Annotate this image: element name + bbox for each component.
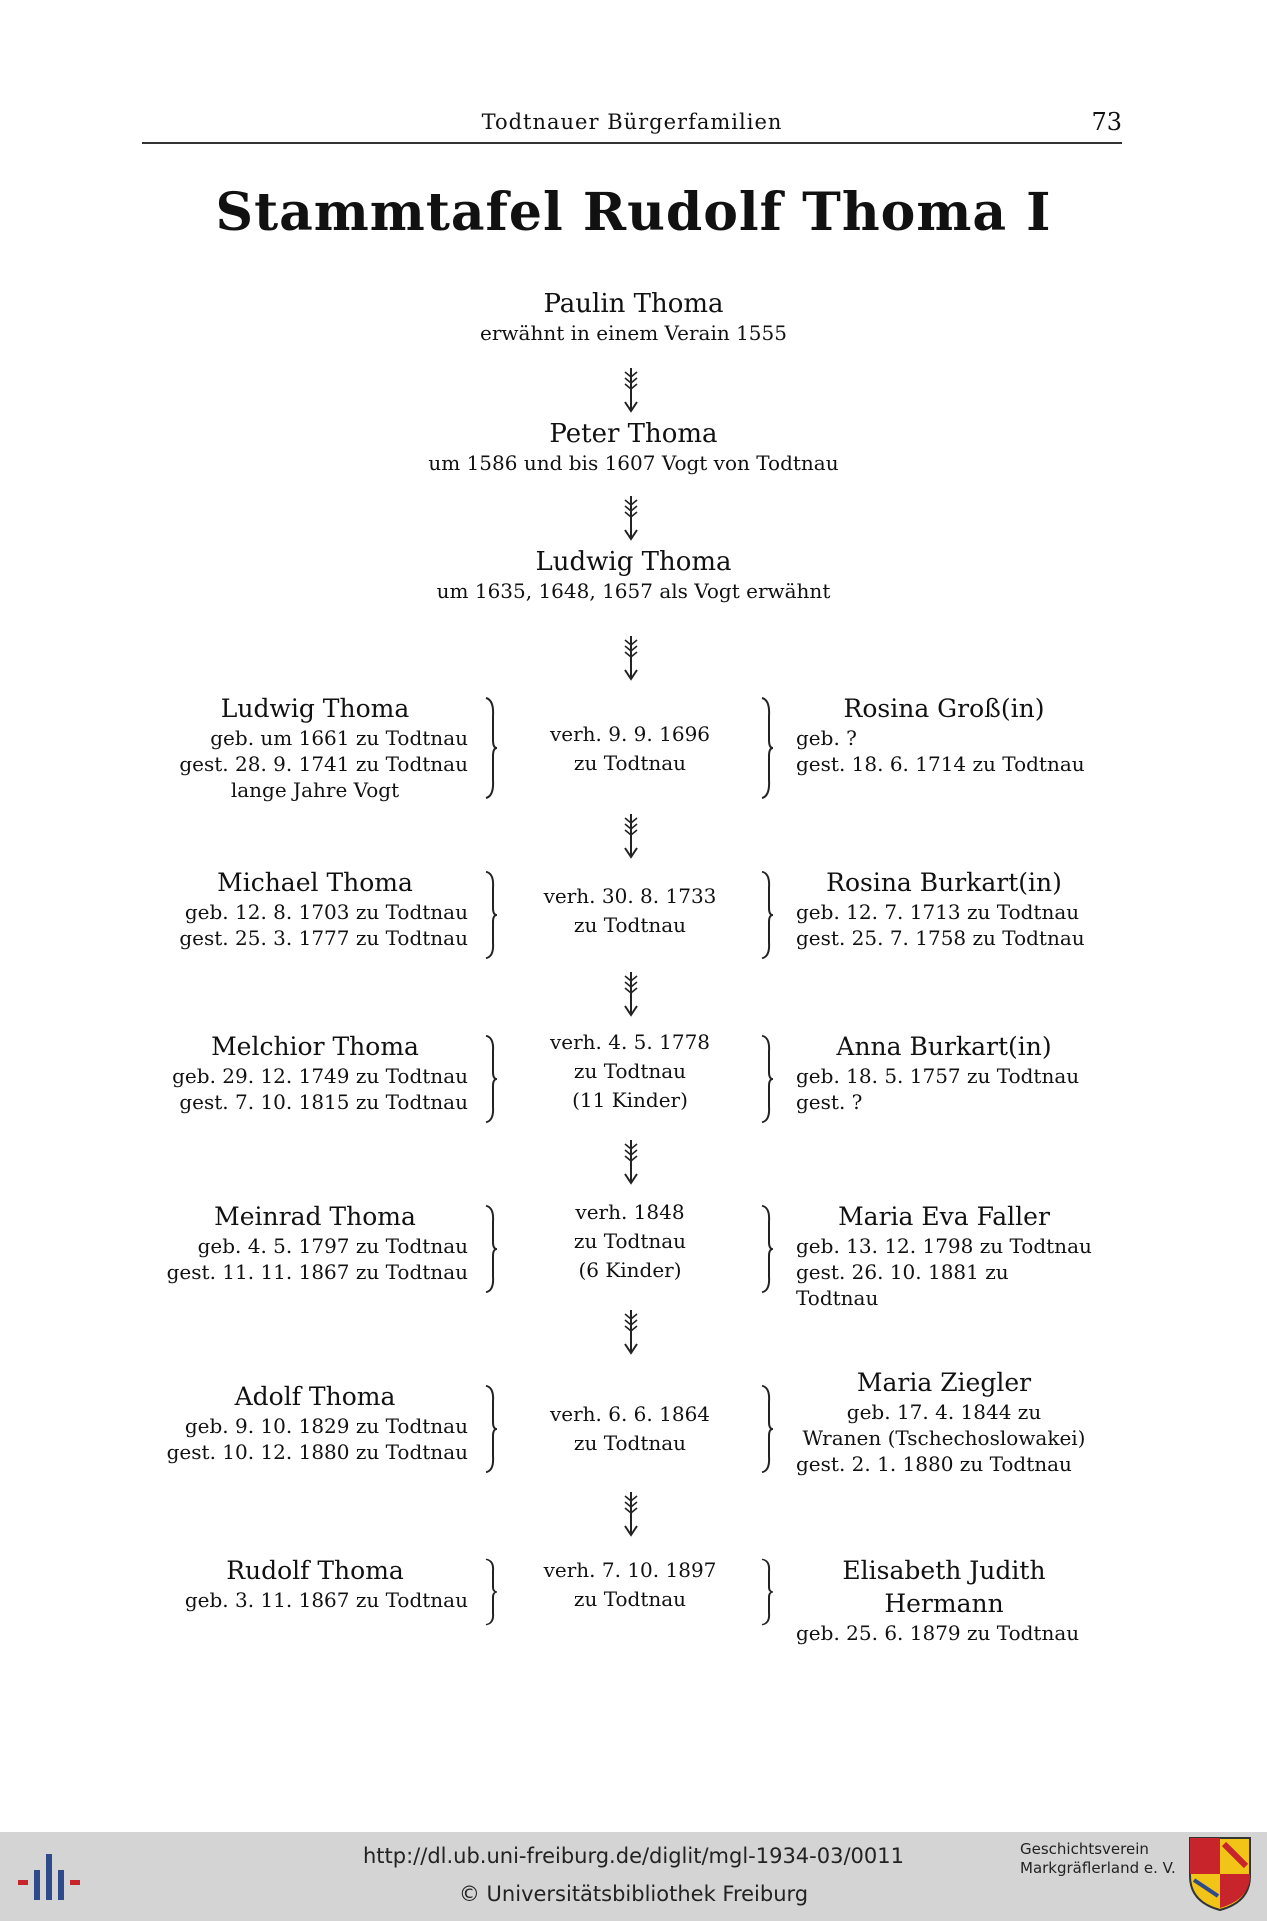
- wife-entry: [796, 692, 1092, 777]
- ancestor-ludwig: [0, 546, 1267, 604]
- husband-detail: gest. 7. 10. 1815 zu Todtnau: [179, 1090, 468, 1114]
- wife-detail: gest. 25. 7. 1758 zu Todtnau: [796, 926, 1085, 950]
- society-name: [1020, 1840, 1180, 1878]
- brace-left-icon: [484, 1204, 498, 1294]
- brace-right-icon: [760, 696, 774, 800]
- wife-detail: geb. 12. 7. 1713 zu Todtnau: [796, 900, 1080, 924]
- marriage-line: verh. 7. 10. 1897: [543, 1558, 717, 1582]
- ancestor-peter: [0, 418, 1267, 476]
- husband-name: Meinrad Thoma: [214, 1202, 416, 1231]
- husband-detail: gest. 11. 11. 1867 zu Todtnau: [166, 1260, 468, 1284]
- society-line: Geschichtsverein: [1020, 1840, 1149, 1858]
- husband-entry: [150, 1030, 480, 1115]
- descent-arrow-icon: [618, 1490, 644, 1538]
- husband-entry: [150, 1554, 480, 1613]
- wife-name: Elisabeth Judith Hermann: [842, 1556, 1046, 1618]
- husband-name: Michael Thoma: [217, 868, 413, 897]
- descent-arrow-icon: [618, 366, 644, 414]
- marriage-line: verh. 6. 6. 1864: [549, 1402, 711, 1426]
- marriage-entry: [510, 720, 750, 778]
- husband-detail: lange Jahre Vogt: [230, 778, 400, 802]
- marriage-entry: [510, 1400, 750, 1458]
- wife-detail: Wranen (Tschechoslowakei): [802, 1426, 1086, 1450]
- husband-entry: [150, 866, 480, 951]
- wife-entry: [796, 1366, 1092, 1477]
- wife-name: Maria Ziegler: [856, 1368, 1032, 1397]
- wife-detail: gest. 2. 1. 1880 zu Todtnau: [796, 1452, 1072, 1476]
- descent-arrow-icon: [618, 494, 644, 542]
- ancestor-name: Ludwig Thoma: [535, 547, 732, 577]
- society-line: Markgräflerland e. V.: [1020, 1859, 1176, 1877]
- marriage-line: zu Todtnau: [573, 913, 687, 937]
- ancestor-note: um 1586 und bis 1607 Vogt von Todtnau: [428, 451, 839, 475]
- wife-name: Maria Eva Faller: [838, 1202, 1050, 1231]
- brace-right-icon: [760, 870, 774, 960]
- wife-detail: gest. ?: [796, 1090, 863, 1114]
- brace-left-icon: [484, 1384, 498, 1474]
- wife-name: Anna Burkart(in): [836, 1032, 1052, 1061]
- header-rule: [142, 142, 1122, 144]
- ancestor-name: Paulin Thoma: [543, 289, 724, 319]
- wife-detail: gest. 18. 6. 1714 zu Todtnau: [796, 752, 1085, 776]
- page-number: 73: [1091, 108, 1122, 136]
- wife-entry: [796, 866, 1092, 951]
- wife-name: Rosina Groß(in): [843, 694, 1045, 723]
- ancestor-name: Peter Thoma: [549, 419, 718, 449]
- marriage-line: zu Todtnau: [573, 1059, 687, 1083]
- marriage-line: zu Todtnau: [573, 1431, 687, 1455]
- running-head: [142, 106, 1122, 140]
- descent-arrow-icon: [618, 970, 644, 1018]
- copyright-notice: © Universitätsbibliothek Freiburg: [458, 1882, 809, 1906]
- husband-name: Ludwig Thoma: [220, 694, 410, 723]
- running-title: Todtnauer Bürgerfamilien: [481, 110, 783, 134]
- wife-detail: geb. 13. 12. 1798 zu Todtnau: [796, 1234, 1092, 1258]
- wife-detail: geb. 17. 4. 1844 zu: [846, 1400, 1042, 1424]
- brace-right-icon: [760, 1204, 774, 1294]
- marriage-entry: [510, 882, 750, 940]
- husband-entry: [150, 1200, 480, 1285]
- brace-left-icon: [484, 1558, 498, 1626]
- ancestor-note: um 1635, 1648, 1657 als Vogt erwähnt: [436, 579, 831, 603]
- wife-name: Rosina Burkart(in): [826, 868, 1062, 897]
- brace-right-icon: [760, 1384, 774, 1474]
- descent-arrow-icon: [618, 1138, 644, 1186]
- husband-name: Melchior Thoma: [211, 1032, 419, 1061]
- wife-entry: [796, 1200, 1092, 1311]
- permalink-url[interactable]: http://dl.ub.uni-freiburg.de/diglit/mgl-1934-03/0011: [362, 1844, 904, 1868]
- marriage-entry: [510, 1198, 750, 1285]
- brace-right-icon: [760, 1558, 774, 1626]
- husband-detail: geb. 29. 12. 1749 zu Todtnau: [172, 1064, 468, 1088]
- marriage-line: verh. 9. 9. 1696: [549, 722, 711, 746]
- ancestor-paulin: [0, 288, 1267, 346]
- marriage-entry: [510, 1556, 750, 1614]
- coat-of-arms-icon: [1188, 1836, 1252, 1912]
- marriage-line: verh. 1848: [575, 1200, 685, 1224]
- marriage-line: verh. 30. 8. 1733: [543, 884, 717, 908]
- husband-name: Adolf Thoma: [234, 1382, 396, 1411]
- husband-detail: geb. 9. 10. 1829 zu Todtnau: [184, 1414, 468, 1438]
- wife-detail: geb. 25. 6. 1879 zu Todtnau: [796, 1621, 1080, 1645]
- wife-entry: [796, 1554, 1092, 1646]
- ancestor-note: erwähnt in einem Verain 1555: [480, 321, 787, 345]
- marriage-entry: [510, 1028, 750, 1115]
- husband-detail: gest. 28. 9. 1741 zu Todtnau: [179, 752, 468, 776]
- marriage-line: zu Todtnau: [573, 751, 687, 775]
- husband-detail: gest. 25. 3. 1777 zu Todtnau: [179, 926, 468, 950]
- brace-left-icon: [484, 696, 498, 800]
- husband-entry: [150, 692, 480, 803]
- husband-detail: geb. 3. 11. 1867 zu Todtnau: [184, 1588, 468, 1612]
- descent-arrow-icon: [618, 1308, 644, 1356]
- wife-entry: [796, 1030, 1092, 1115]
- brace-left-icon: [484, 870, 498, 960]
- marriage-line: (11 Kinder): [572, 1088, 688, 1112]
- page-title: Stammtafel Rudolf Thoma I: [215, 182, 1052, 243]
- marriage-line: zu Todtnau: [573, 1229, 687, 1253]
- marriage-line: zu Todtnau: [573, 1587, 687, 1611]
- husband-detail: geb. um 1661 zu Todtnau: [210, 726, 468, 750]
- wife-detail: geb. ?: [796, 726, 857, 750]
- husband-detail: gest. 10. 12. 1880 zu Todtnau: [166, 1440, 468, 1464]
- brace-right-icon: [760, 1034, 774, 1124]
- husband-detail: geb. 12. 8. 1703 zu Todtnau: [184, 900, 468, 924]
- brace-left-icon: [484, 1034, 498, 1124]
- descent-arrow-icon: [618, 812, 644, 860]
- husband-detail: geb. 4. 5. 1797 zu Todtnau: [197, 1234, 468, 1258]
- descent-arrow-icon: [618, 634, 644, 682]
- husband-entry: [150, 1380, 480, 1465]
- wife-detail: gest. 26. 10. 1881 zu Todtnau: [796, 1260, 1009, 1310]
- husband-name: Rudolf Thoma: [226, 1556, 404, 1585]
- marriage-line: verh. 4. 5. 1778: [549, 1030, 711, 1054]
- marriage-line: (6 Kinder): [578, 1258, 682, 1282]
- wife-detail: geb. 18. 5. 1757 zu Todtnau: [796, 1064, 1080, 1088]
